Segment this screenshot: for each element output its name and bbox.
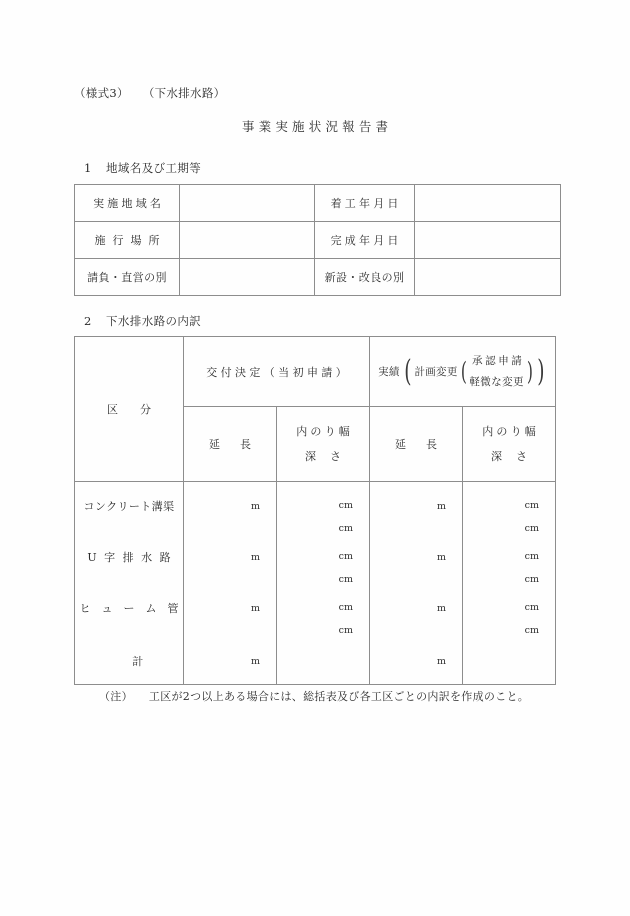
table-row bbox=[75, 185, 561, 222]
header-b-width-depth bbox=[463, 407, 556, 482]
footnote-marker: （注） bbox=[99, 690, 133, 703]
unit-m: m bbox=[250, 603, 260, 614]
label-completion-date: 完成年月日 bbox=[315, 222, 415, 259]
cell-a-width-depth-concrete-ditch[interactable] bbox=[277, 482, 370, 534]
unit-cm-width: cm bbox=[338, 500, 353, 511]
unit-m: m bbox=[250, 552, 260, 563]
footnote bbox=[99, 688, 529, 704]
row-label-total: 計 bbox=[75, 635, 184, 685]
unit-cm-depth: cm bbox=[524, 522, 539, 534]
cell-b-width-depth-u-shaped-drain[interactable] bbox=[463, 533, 556, 584]
outer-brace-open-icon: ( bbox=[403, 353, 412, 389]
header-jisseki-label: 実績 bbox=[378, 366, 400, 378]
section1-number: 1 bbox=[84, 161, 92, 175]
section2-number: 2 bbox=[84, 314, 92, 328]
table-header-row-top bbox=[75, 337, 556, 407]
header-group-grant-decision: 交付決定（当初申請） bbox=[184, 337, 370, 407]
label-new-or-improvement: 新設・改良の別 bbox=[315, 259, 415, 296]
label-contract-type: 請負・直営の別 bbox=[75, 259, 180, 296]
table-row bbox=[75, 533, 556, 584]
header-kubun: 区分 bbox=[75, 337, 184, 482]
form-identifier bbox=[74, 85, 225, 101]
unit-m: m bbox=[436, 656, 446, 667]
header-b-length: 延長 bbox=[370, 407, 463, 482]
header-a-depth: 深さ bbox=[305, 450, 355, 463]
header-a-width-depth bbox=[277, 407, 370, 482]
cell-b-length-u-shaped-drain[interactable] bbox=[370, 533, 463, 584]
section2-heading bbox=[84, 313, 201, 329]
header-group-actual-results bbox=[370, 337, 556, 407]
outer-brace-close-icon: ) bbox=[537, 353, 545, 389]
unit-cm-width: cm bbox=[524, 602, 539, 613]
page-title: 事業実施状況報告書 bbox=[241, 119, 393, 134]
section2-title: 下水排水路の内訳 bbox=[106, 314, 202, 328]
unit-m: m bbox=[250, 501, 260, 512]
form-id-kind: （下水排水路） bbox=[142, 86, 226, 100]
unit-m: m bbox=[436, 552, 446, 563]
section1-table bbox=[74, 184, 561, 296]
section2-table bbox=[74, 336, 556, 685]
header-plan-change-label: 計画変更 bbox=[414, 366, 458, 378]
header-a-length: 延長 bbox=[184, 407, 277, 482]
cell-b-length-total[interactable] bbox=[370, 635, 463, 685]
table-row bbox=[75, 222, 561, 259]
value-contract-type[interactable] bbox=[180, 259, 315, 296]
label-implementation-area: 実施地域名 bbox=[75, 185, 180, 222]
header-a-inner-width: 内のり幅 bbox=[296, 425, 353, 438]
unit-cm-width: cm bbox=[524, 551, 539, 562]
label-start-date: 着工年月日 bbox=[315, 185, 415, 222]
value-implementation-area[interactable] bbox=[180, 185, 315, 222]
row-label-u-shaped-drain: U字排水路 bbox=[75, 533, 184, 584]
cell-a-length-u-shaped-drain[interactable] bbox=[184, 533, 277, 584]
cell-b-length-concrete-ditch[interactable] bbox=[370, 482, 463, 534]
header-b-depth: 深さ bbox=[491, 450, 541, 463]
cell-a-width-depth-u-shaped-drain[interactable] bbox=[277, 533, 370, 584]
cell-b-width-depth-total[interactable] bbox=[463, 635, 556, 685]
cell-a-length-concrete-ditch[interactable] bbox=[184, 482, 277, 534]
cell-a-width-depth-total[interactable] bbox=[277, 635, 370, 685]
unit-m: m bbox=[436, 603, 446, 614]
table-row bbox=[75, 584, 556, 635]
unit-cm-width: cm bbox=[338, 551, 353, 562]
cell-b-length-hume-pipe[interactable] bbox=[370, 584, 463, 635]
header-b-inner-width: 内のり幅 bbox=[482, 425, 539, 438]
unit-m: m bbox=[436, 501, 446, 512]
cell-a-length-total[interactable] bbox=[184, 635, 277, 685]
value-new-or-improvement[interactable] bbox=[415, 259, 561, 296]
section1-title: 地域名及び工期等 bbox=[106, 161, 202, 175]
section1-heading bbox=[84, 160, 201, 176]
unit-cm-depth: cm bbox=[338, 573, 353, 585]
unit-cm-depth: cm bbox=[524, 573, 539, 585]
unit-m: m bbox=[250, 656, 260, 667]
unit-cm-depth: cm bbox=[338, 624, 353, 636]
header-minor-change: 軽微な変更 bbox=[469, 376, 524, 388]
footnote-text: 工区が2つ以上ある場合には、総括表及び各工区ごとの内訳を作成のこと。 bbox=[148, 690, 530, 703]
unit-cm-width: cm bbox=[338, 602, 353, 613]
unit-cm-depth: cm bbox=[524, 624, 539, 636]
row-label-hume-pipe: ヒューム管 bbox=[75, 584, 184, 635]
table-row bbox=[75, 482, 556, 534]
form-id-code: （様式3） bbox=[74, 86, 129, 100]
value-construction-site[interactable] bbox=[180, 222, 315, 259]
value-completion-date[interactable] bbox=[415, 222, 561, 259]
cell-a-length-hume-pipe[interactable] bbox=[184, 584, 277, 635]
value-start-date[interactable] bbox=[415, 185, 561, 222]
unit-cm-depth: cm bbox=[338, 522, 353, 534]
inner-brace-close-icon: ) bbox=[527, 357, 534, 386]
label-construction-site: 施行場所 bbox=[75, 222, 180, 259]
table-row bbox=[75, 259, 561, 296]
row-label-concrete-ditch: コンクリート溝渠 bbox=[75, 482, 184, 534]
unit-cm-width: cm bbox=[524, 500, 539, 511]
cell-b-width-depth-hume-pipe[interactable] bbox=[463, 584, 556, 635]
table-row-total bbox=[75, 635, 556, 685]
inner-brace-open-icon: ( bbox=[460, 357, 467, 386]
header-approval-application: 承認申請 bbox=[472, 354, 525, 367]
cell-a-width-depth-hume-pipe[interactable] bbox=[277, 584, 370, 635]
cell-b-width-depth-concrete-ditch[interactable] bbox=[463, 482, 556, 534]
